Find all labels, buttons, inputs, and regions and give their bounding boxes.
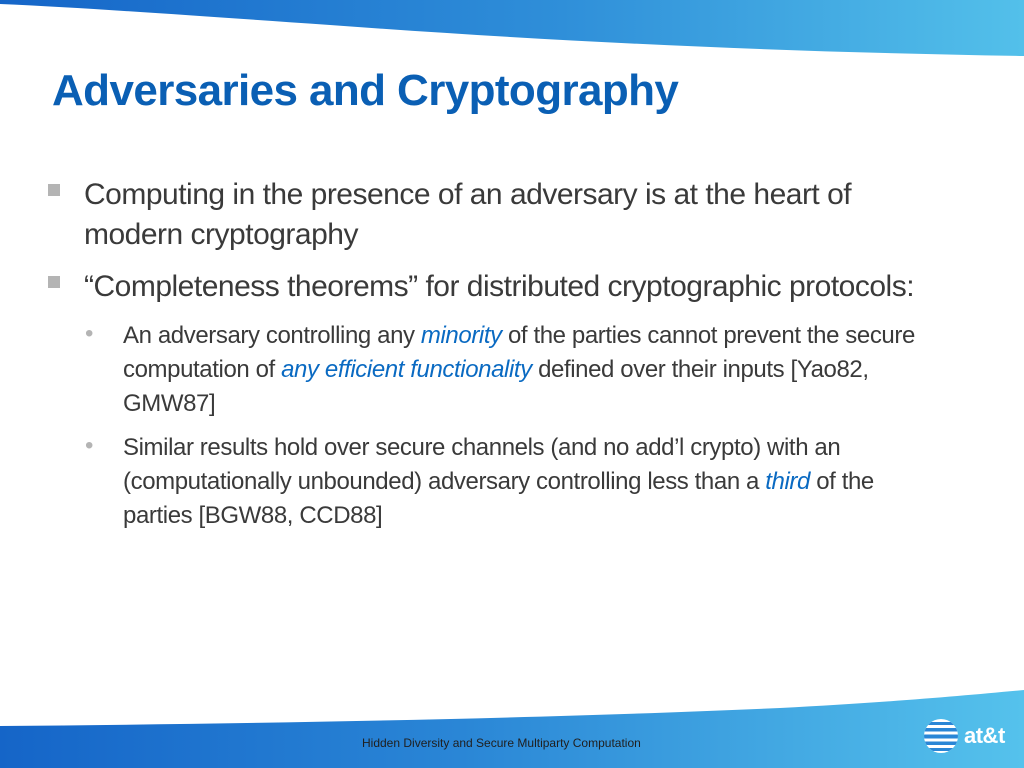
sub-bullet-list bbox=[84, 319, 936, 533]
footer-band bbox=[0, 690, 1024, 768]
footer-text: Hidden Diversity and Secure Multiparty Computation bbox=[362, 736, 641, 750]
bullet-item bbox=[46, 175, 936, 255]
bullet-item bbox=[46, 267, 936, 307]
square-bullet-icon bbox=[48, 184, 60, 196]
sub-bullet-text: of the parties [BGW88, CCD88] bbox=[123, 468, 874, 529]
sub-bullet-item bbox=[84, 319, 936, 421]
bullet-text: Computing in the presence of an adversary is at the heart of modern cryptography bbox=[84, 178, 852, 251]
slide-content bbox=[46, 175, 936, 543]
sub-bullet-text: Similar results hold over secure channels (and no add’l crypto) with an (computationally unbounded) adversary controlling less than a bbox=[123, 434, 841, 495]
emphasis-text: third bbox=[765, 468, 810, 495]
att-logo bbox=[922, 717, 1012, 757]
emphasis-text: any efficient functionality bbox=[281, 356, 532, 383]
att-globe-icon bbox=[922, 717, 960, 755]
dot-bullet-icon: • bbox=[85, 320, 94, 347]
sub-bullet-text: An adversary controlling any bbox=[123, 322, 421, 349]
slide-title: Adversaries and Cryptography bbox=[52, 66, 679, 115]
top-header-band bbox=[0, 0, 1024, 60]
sub-bullet-item bbox=[84, 431, 936, 533]
sub-bullet-text: defined over their inputs [Yao82, GMW87] bbox=[123, 356, 869, 417]
bullet-text: “Completeness theorems” for distributed cryptographic protocols: bbox=[84, 270, 915, 303]
square-bullet-icon bbox=[48, 276, 60, 288]
emphasis-text: minority bbox=[420, 322, 502, 349]
dot-bullet-icon: • bbox=[85, 432, 94, 459]
sub-bullet-text: of the parties cannot prevent the secure computation of bbox=[123, 322, 915, 383]
att-logo-text: at&t bbox=[964, 723, 1005, 748]
